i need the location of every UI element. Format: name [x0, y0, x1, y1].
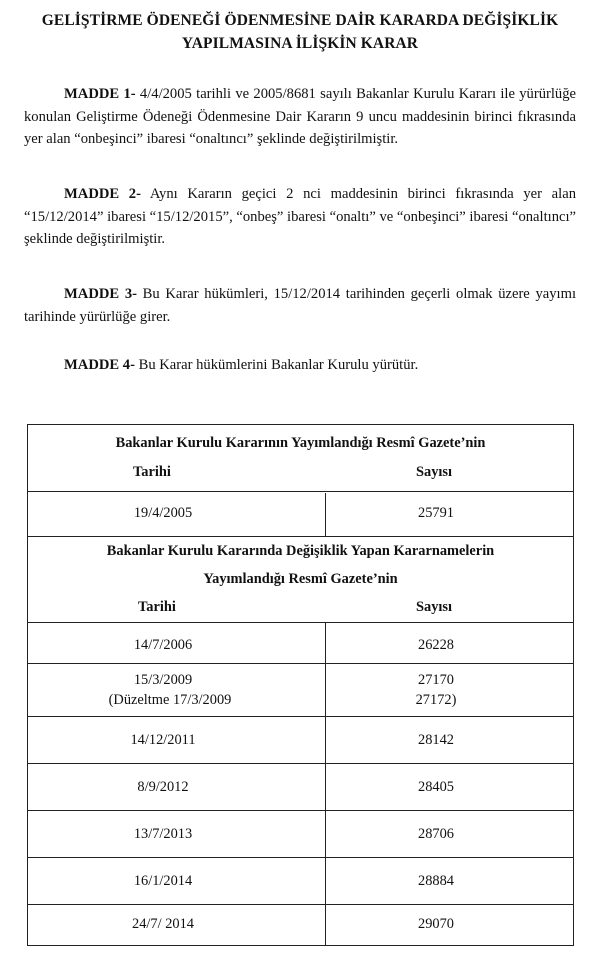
gazette-table	[27, 424, 574, 946]
document-title-line-2: YAPILMASINA İLİŞKİN KARAR	[181, 35, 419, 52]
section-2-header-line-1: Bakanlar Kurulu Kararında Değişiklik Yapan Kararnamelerin	[106, 543, 495, 559]
article-3-lead: MADDE 3-	[64, 286, 137, 302]
table-cell-number: 26228	[418, 637, 454, 653]
article-4-lead: MADDE 4-	[64, 357, 135, 373]
table-cell-number: 28405	[418, 779, 454, 795]
table-cell-number: 28884	[418, 873, 454, 889]
table-cell-date: 14/12/2011	[130, 732, 196, 748]
column-header-number: Sayısı	[416, 464, 452, 480]
column-header-number: Sayısı	[416, 599, 452, 615]
section-2-header-line-2: Yayımlandığı Resmî Gazete’nin	[203, 571, 398, 587]
table-cell-date: 14/7/2006	[133, 637, 193, 653]
table-rule	[28, 491, 573, 492]
table-rule	[28, 536, 573, 537]
article-1	[24, 83, 576, 151]
article-2-text: Aynı Kararın geçici 2 nci maddesinin birinci fıkrasında yer alan “15/12/2014” ibaresi “15/12/2015”, “onbeş” ibaresi “onaltı” ve “onbeşinci” ibaresi “onaltıncı” şeklinde değiştirilmiştir.	[24, 186, 576, 247]
column-divider	[325, 493, 326, 537]
article-2-lead: MADDE 2-	[64, 186, 141, 202]
table-rule	[28, 763, 573, 764]
table-cell-date: 15/3/2009	[133, 672, 193, 688]
table-cell-number: 29070	[418, 916, 454, 932]
table-rule	[28, 622, 573, 623]
table-cell-number: 27170	[418, 672, 454, 688]
article-3-text: Bu Karar hükümleri, 15/12/2014 tarihinden geçerli olmak üzere yayımı tarihinde yürürlüğe girer.	[24, 286, 576, 325]
table-cell-date: 13/7/2013	[133, 826, 193, 842]
table-rule	[28, 904, 573, 905]
article-4-text: Bu Karar hükümlerini Bakanlar Kurulu yürütür.	[134, 357, 419, 373]
column-header-date: Tarihi	[138, 599, 176, 615]
table-rule	[28, 810, 573, 811]
table-cell-date: 24/7/ 2014	[132, 916, 194, 932]
table-cell-date-note: (Düzeltme 17/3/2009	[108, 692, 232, 708]
table-rule	[28, 716, 573, 717]
table-cell-number: 28142	[418, 732, 454, 748]
table-cell-number-note: 27172)	[415, 692, 457, 708]
column-header-date: Tarihi	[133, 464, 171, 480]
table-cell-date: 16/1/2014	[133, 873, 193, 889]
article-4	[24, 354, 576, 377]
column-divider	[325, 623, 326, 945]
article-2	[24, 183, 576, 251]
article-1-lead: MADDE 1-	[64, 86, 136, 102]
table-cell-date: 8/9/2012	[137, 779, 189, 795]
table-rule	[28, 857, 573, 858]
table-cell-number: 25791	[418, 505, 454, 521]
table-rule	[28, 663, 573, 664]
table-cell-number: 28706	[418, 826, 454, 842]
section-1-header: Bakanlar Kurulu Kararının Yayımlandığı Resmî Gazete’nin	[115, 435, 486, 451]
article-3	[24, 283, 576, 328]
article-1-text: 4/4/2005 tarihli ve 2005/8681 sayılı Bakanlar Kurulu Kararı ile yürürlüğe konulan Geliştirme Ödeneği Ödenmesine Dair Kararın 9 uncu maddesinin birinci fıkrasında yer alan “onbeşinci” ibaresi “onaltıncı” şeklinde değiştirilmiştir.	[24, 86, 576, 147]
table-cell-date: 19/4/2005	[133, 505, 193, 521]
document-title-line-1: GELİŞTİRME ÖDENEĞİ ÖDENMESİNE DAİR KARARDA DEĞİŞİKLİK	[41, 12, 559, 29]
